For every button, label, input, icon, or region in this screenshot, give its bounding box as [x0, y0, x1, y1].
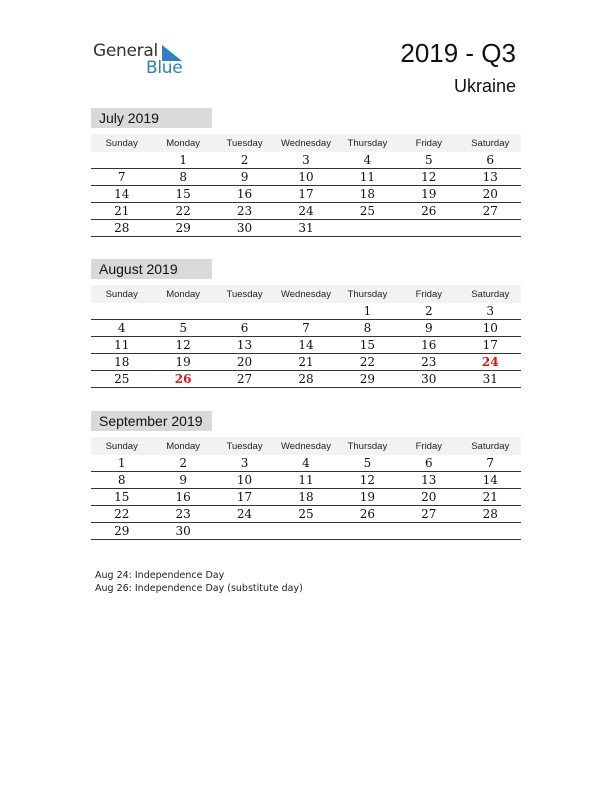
day-cell: 9 [240, 170, 249, 184]
day-cell: 27 [482, 204, 498, 218]
day-cell: 13 [421, 473, 437, 487]
day-cell: 15 [359, 338, 376, 352]
day-cell: 29 [175, 221, 191, 235]
week-row [91, 472, 521, 489]
day-cell: 11 [298, 473, 314, 487]
day-cell: 6 [425, 456, 433, 470]
week-row [91, 523, 521, 540]
weekday-header [91, 437, 521, 455]
week-row [91, 186, 521, 203]
day-cell: 31 [298, 221, 314, 235]
weekday-label: Saturday [471, 440, 510, 452]
day-cell: 12 [421, 170, 437, 184]
day-cell: 26 [421, 204, 437, 218]
month-block [91, 259, 521, 388]
day-cell: 6 [240, 321, 249, 335]
day-cell: 18 [114, 355, 130, 369]
day-cell: 28 [298, 372, 314, 386]
week-row [91, 220, 521, 237]
day-cell: 5 [179, 321, 187, 335]
weekday-header [91, 134, 521, 152]
weekday-label: Sunday [105, 137, 138, 149]
weekday-label: Tuesday [226, 288, 263, 300]
day-cell: 18 [359, 187, 376, 201]
day-cell: 3 [240, 456, 249, 470]
weekday-label: Wednesday [280, 137, 331, 149]
page-title: 2019 - Q3 [400, 38, 516, 68]
weekday-label: Thursday [347, 440, 388, 452]
month-label: July 2019 [91, 108, 212, 128]
weekday-label: Tuesday [226, 440, 263, 452]
day-cell: 19 [421, 187, 437, 201]
day-cell: 25 [359, 204, 376, 218]
logo [93, 41, 193, 81]
day-cell: 11 [359, 170, 376, 184]
day-cell: 25 [114, 372, 130, 386]
day-cell: 7 [302, 321, 310, 335]
day-cell: 20 [482, 187, 498, 201]
day-cell: 16 [236, 187, 253, 201]
day-cell: 5 [425, 153, 433, 167]
weekday-label: Thursday [347, 137, 388, 149]
day-cell: 2 [425, 304, 433, 318]
day-cell: 21 [298, 355, 314, 369]
weekday-label: Friday [415, 440, 443, 452]
day-cell: 4 [363, 153, 372, 167]
day-cell: 16 [175, 490, 191, 504]
day-cell: 20 [236, 355, 253, 369]
day-cell: 1 [117, 456, 126, 470]
weekday-label: Monday [166, 288, 201, 300]
weekday-label: Saturday [471, 137, 510, 149]
country-name: Ukraine [453, 76, 516, 96]
day-cell: 30 [175, 524, 191, 538]
day-cell: 17 [236, 490, 253, 504]
day-cell: 18 [298, 490, 314, 504]
day-cell: 11 [114, 338, 130, 352]
week-row [91, 169, 521, 186]
weekday-label: Sunday [105, 288, 138, 300]
day-cell: 21 [114, 204, 130, 218]
day-cell: 10 [482, 321, 498, 335]
day-cell: 8 [179, 170, 187, 184]
week-row [91, 337, 521, 354]
day-cell: 30 [421, 372, 437, 386]
month-block [91, 108, 521, 237]
day-cell: 16 [421, 338, 437, 352]
day-cell: 1 [179, 153, 187, 167]
day-cell: 17 [482, 338, 498, 352]
day-cell: 14 [114, 187, 130, 201]
week-row [91, 506, 521, 523]
day-cell: 13 [482, 170, 498, 184]
day-cell: 26 [174, 372, 192, 386]
logo-general-text: General [93, 41, 158, 61]
week-row [91, 152, 521, 169]
day-cell: 9 [425, 321, 433, 335]
day-cell: 27 [236, 372, 253, 386]
weekday-label: Friday [415, 288, 443, 300]
day-cell: 15 [114, 490, 130, 504]
day-cell: 9 [179, 473, 187, 487]
day-cell: 22 [175, 204, 191, 218]
day-cell: 15 [175, 187, 191, 201]
holiday-note: Aug 26: Independence Day (substitute day) [95, 583, 303, 594]
weekday-label: Tuesday [226, 137, 263, 149]
day-cell: 4 [302, 456, 310, 470]
weekday-label: Thursday [347, 288, 388, 300]
weekday-label: Wednesday [280, 440, 331, 452]
day-cell: 19 [175, 355, 191, 369]
day-cell: 23 [175, 507, 191, 521]
week-row [91, 354, 521, 371]
day-cell: 7 [117, 170, 126, 184]
day-cell: 20 [421, 490, 437, 504]
day-cell: 2 [240, 153, 249, 167]
weekday-label: Monday [166, 137, 201, 149]
day-cell: 10 [298, 170, 314, 184]
day-cell: 26 [359, 507, 376, 521]
week-row [91, 303, 521, 320]
day-cell: 13 [236, 338, 253, 352]
day-cell: 23 [236, 204, 253, 218]
month-label: August 2019 [91, 259, 212, 279]
week-row [91, 203, 521, 220]
day-cell: 12 [359, 473, 376, 487]
day-cell: 7 [486, 456, 495, 470]
weekday-label: Sunday [105, 440, 138, 452]
day-cell: 23 [421, 355, 437, 369]
weekday-label: Wednesday [280, 288, 331, 300]
week-row [91, 455, 521, 472]
day-cell: 3 [302, 153, 310, 167]
month-block [91, 411, 521, 540]
logo-blue-text: Blue [146, 58, 183, 78]
day-cell: 31 [482, 372, 498, 386]
day-cell: 19 [359, 490, 376, 504]
day-cell: 28 [482, 507, 498, 521]
day-cell: 5 [363, 456, 372, 470]
weekday-label: Friday [415, 137, 443, 149]
day-cell: 29 [114, 524, 130, 538]
month-label: September 2019 [91, 411, 212, 431]
day-cell: 25 [298, 507, 314, 521]
day-cell: 14 [482, 473, 498, 487]
day-cell: 8 [117, 473, 126, 487]
day-cell: 24 [481, 355, 499, 369]
day-cell: 22 [359, 355, 376, 369]
day-cell: 27 [421, 507, 437, 521]
day-cell: 29 [359, 372, 376, 386]
day-cell: 28 [114, 221, 130, 235]
day-cell: 24 [236, 507, 253, 521]
weekday-label: Saturday [471, 288, 510, 300]
weekday-label: Monday [166, 440, 201, 452]
day-cell: 21 [482, 490, 498, 504]
day-cell: 4 [117, 321, 126, 335]
day-cell: 22 [114, 507, 130, 521]
holiday-notes [95, 569, 303, 595]
day-cell: 24 [298, 204, 314, 218]
day-cell: 2 [179, 456, 187, 470]
day-cell: 10 [236, 473, 253, 487]
day-cell: 8 [363, 321, 372, 335]
weekday-header [91, 285, 521, 303]
week-row [91, 371, 521, 388]
day-cell: 1 [363, 304, 372, 318]
day-cell: 30 [236, 221, 253, 235]
week-row [91, 489, 521, 506]
day-cell: 14 [298, 338, 314, 352]
day-cell: 17 [298, 187, 314, 201]
week-row [91, 320, 521, 337]
day-cell: 3 [486, 304, 495, 318]
day-cell: 6 [486, 153, 495, 167]
holiday-note: Aug 24: Independence Day [95, 570, 225, 581]
day-cell: 12 [175, 338, 191, 352]
